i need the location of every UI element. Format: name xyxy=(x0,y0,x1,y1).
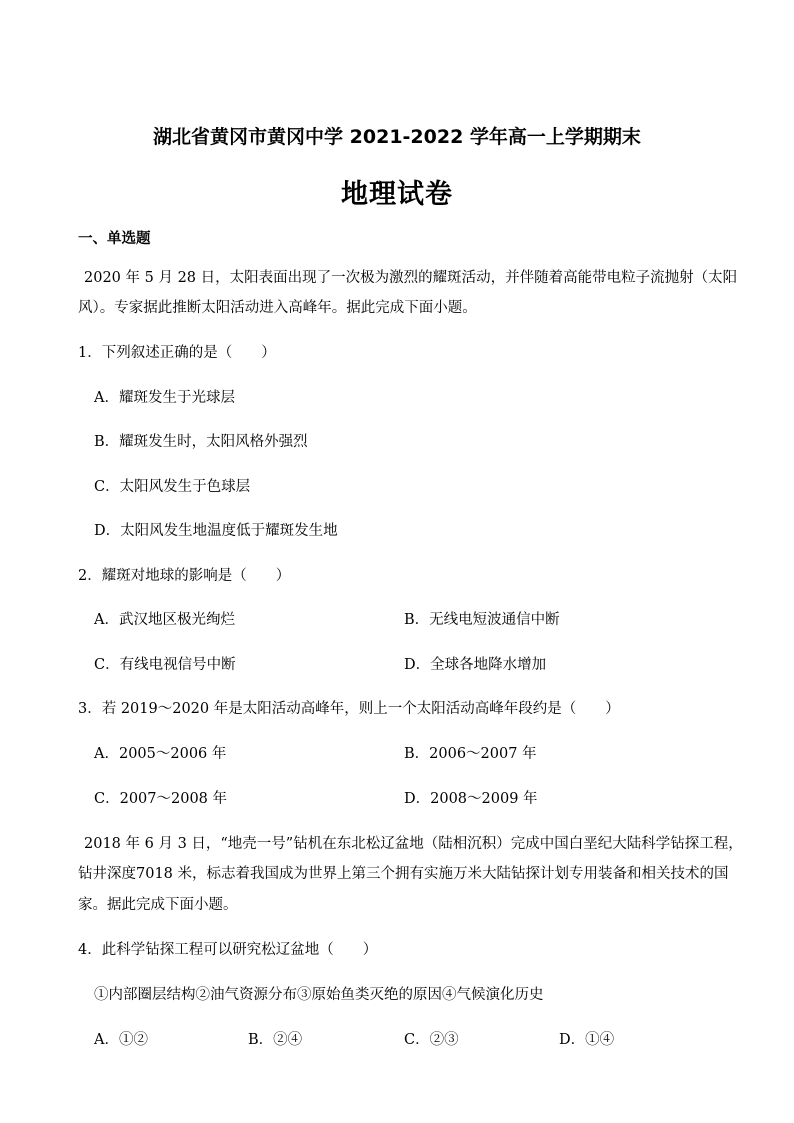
question-2-option-c: C．有线电视信号中断 xyxy=(94,657,236,673)
question-4-option-d: D．①④ xyxy=(559,1032,615,1048)
question-4-option-a: A．①② xyxy=(94,1032,148,1048)
page-subtitle: 地理试卷 xyxy=(341,179,453,210)
question-4-stem: 4．此科学钻探工程可以研究松辽盆地（ ） xyxy=(78,942,378,958)
question-1-option-b: B．耀斑发生时，太阳风格外强烈 xyxy=(94,434,308,450)
question-3-option-a: A．2005～2006 年 xyxy=(94,746,227,762)
question-4-option-b: B．②④ xyxy=(248,1032,303,1048)
question-4-option-c: C．②③ xyxy=(404,1032,459,1048)
section-heading: 一、单选题 xyxy=(78,231,151,247)
question-2-option-b: B．无线电短波通信中断 xyxy=(404,612,560,628)
passage2-line1: 2018 年 6 月 3 日，“地壳一号”钻机在东北松辽盆地（陆相沉积）完成中国白垩纪大陆科学钻探工程， xyxy=(84,836,743,852)
question-1-option-a: A．耀斑发生于光球层 xyxy=(94,390,235,406)
passage1-line2: 风）。专家据此推断太阳活动进入高峰年。据此完成下面小题。 xyxy=(78,300,477,316)
question-1-option-c: C．太阳风发生于色球层 xyxy=(94,479,251,495)
question-2-option-a: A．武汉地区极光绚烂 xyxy=(94,612,235,628)
question-1-option-d: D．太阳风发生地温度低于耀斑发生地 xyxy=(94,523,338,539)
question-3-option-c: C．2007～2008 年 xyxy=(94,791,228,807)
page-title: 湖北省黄冈市黄冈中学 2021-2022 学年高一上学期期末 xyxy=(153,126,641,148)
question-3-stem: 3．若 2019～2020 年是太阳活动高峰年，则上一个太阳活动高峰年段约是（ ） xyxy=(78,701,620,717)
question-3-option-d: D．2008～2009 年 xyxy=(404,791,538,807)
question-2-option-d: D．全球各地降水增加 xyxy=(404,657,547,673)
question-2-stem: 2．耀斑对地球的影响是（ ） xyxy=(78,568,291,584)
question-3-option-b: B．2006～2007 年 xyxy=(404,746,537,762)
question-4-items: ①内部圈层结构②油气资源分布③原始鱼类灭绝的原因④气候演化历史 xyxy=(94,987,544,1003)
question-1-stem: 1．下列叙述正确的是（ ） xyxy=(78,345,276,361)
passage1-line1: 2020 年 5 月 28 日，太阳表面出现了一次极为激烈的耀斑活动，并伴随着高能带电粒子流抛射（太阳 xyxy=(84,270,738,286)
passage2-line2: 钻井深度7018 米，标志着我国成为世界上第三个拥有实施万米大陆钻探计划专用装备和相关技术的国 xyxy=(78,866,729,882)
passage2-line3: 家。据此完成下面小题。 xyxy=(78,897,238,913)
